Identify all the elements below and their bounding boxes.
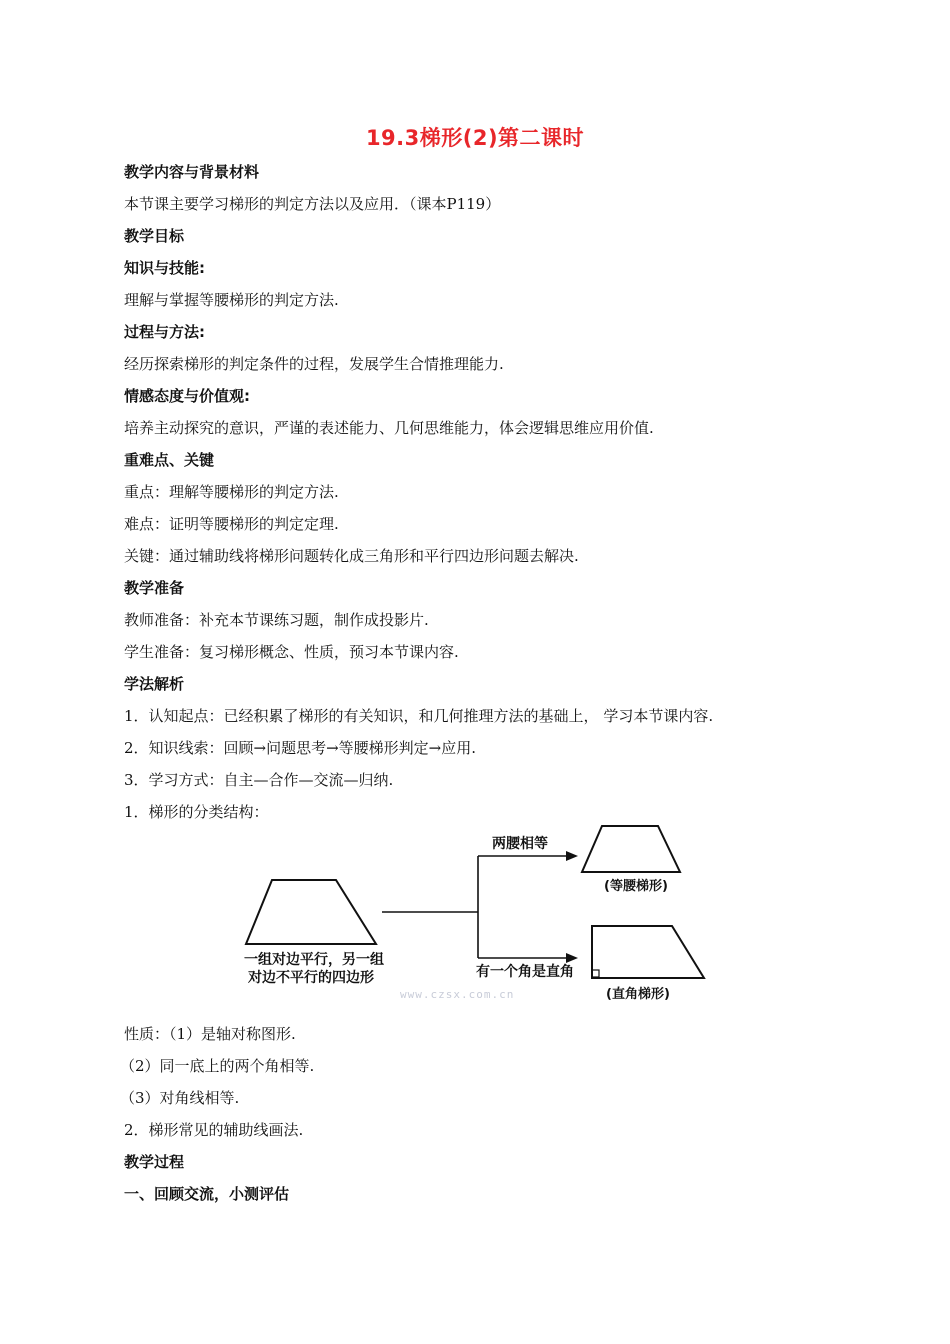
prep-heading: 教学准备 — [124, 579, 185, 597]
difficulty-text: 难点：证明等腰梯形的判定定理. — [124, 515, 339, 533]
teacher-prep: 教师准备：补充本节课练习题，制作成投影片. — [124, 611, 429, 629]
branch-top-arrowhead — [566, 851, 578, 861]
teaching-process-heading: 教学过程 — [124, 1153, 185, 1171]
method-3: 3．学习方式：自主—合作—交流—归纳. — [124, 771, 394, 789]
method-1: 1．认知起点：已经积累了梯形的有关知识，和几何推理方法的基础上， 学习本节课内容. — [124, 707, 714, 725]
branch-bottom-arrowhead — [566, 953, 578, 963]
emotion-heading: 情感态度与价值观: — [124, 387, 250, 405]
isosceles-trapezoid-shape — [582, 826, 680, 872]
trapezoid-label-line1: 一组对边平行，另一组 — [244, 952, 384, 968]
watermark-text: www.czsx.com.cn — [400, 988, 515, 1001]
key-text: 关键：通过辅助线将梯形问题转化成三角形和平行四边形问题去解决. — [124, 547, 579, 565]
general-trapezoid-shape — [246, 880, 376, 944]
process-text: 经历探索梯形的判定条件的过程，发展学生合情推理能力. — [124, 355, 504, 373]
method-2: 2．知识线索：回顾→问题思考→等腰梯形判定→应用. — [124, 739, 477, 757]
process-heading: 过程与方法: — [124, 323, 205, 341]
emotion-text: 培养主动探究的意识，严谨的表述能力、几何思维能力，体会逻辑思维应用价值. — [124, 419, 654, 437]
aux-lines-text: 2．梯形常见的辅助线画法. — [124, 1121, 304, 1139]
classification-label: 1．梯形的分类结构： — [124, 803, 269, 821]
review-heading: 一、回顾交流，小测评估 — [124, 1185, 290, 1203]
right-trapezoid-shape — [592, 926, 704, 978]
right-angle-mark — [592, 970, 599, 977]
trapezoid-classification-diagram — [240, 818, 720, 1018]
content-heading: 教学内容与背景材料 — [124, 163, 260, 181]
property-3: （3）对角线相等. — [120, 1089, 240, 1107]
branch-bottom-label: 有一个角是直角 — [476, 964, 574, 980]
goals-heading: 教学目标 — [124, 227, 185, 245]
branch-top-label: 两腰相等 — [492, 836, 548, 852]
keypoints-heading: 重难点、关键 — [124, 451, 215, 469]
page-title: 19.3梯形(2)第二课时 — [365, 126, 585, 150]
knowledge-heading: 知识与技能: — [124, 259, 205, 277]
isosceles-trapezoid-label: (等腰梯形) — [604, 879, 668, 894]
student-prep: 学生准备：复习梯形概念、性质，预习本节课内容. — [124, 643, 459, 661]
right-trapezoid-label: (直角梯形) — [606, 987, 670, 1002]
content-text: 本节课主要学习梯形的判定方法以及应用．（课本P119） — [124, 195, 501, 213]
trapezoid-label-line2: 对边不平行的四边形 — [248, 970, 374, 986]
keypoint-text: 重点：理解等腰梯形的判定方法. — [124, 483, 339, 501]
method-heading: 学法解析 — [124, 675, 185, 693]
property-2: （2）同一底上的两个角相等. — [120, 1057, 315, 1075]
knowledge-text: 理解与掌握等腰梯形的判定方法. — [124, 291, 339, 309]
property-1: 性质：（1）是轴对称图形. — [124, 1025, 296, 1043]
